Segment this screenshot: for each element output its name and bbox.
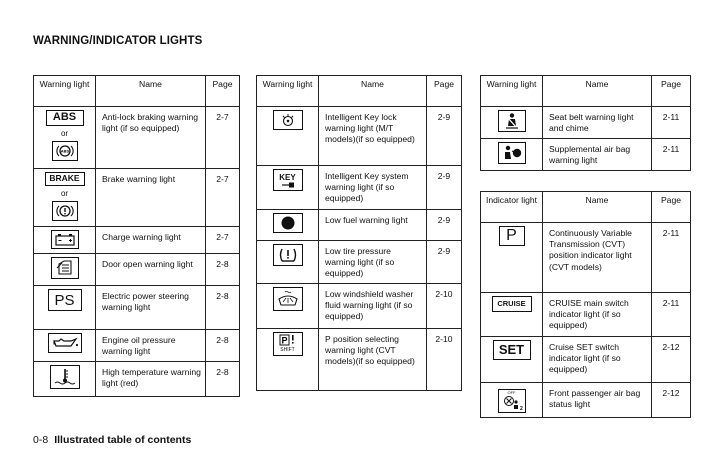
cruise-set-icon: SET <box>493 340 531 360</box>
warning-lights-table-3 <box>480 75 691 171</box>
row-page: 2-7 <box>206 169 240 227</box>
svg-text:P: P <box>280 335 288 346</box>
washer-fluid-icon <box>273 287 303 311</box>
svg-text:2: 2 <box>519 406 523 411</box>
temperature-icon <box>50 365 80 389</box>
header-name: Name <box>543 76 652 107</box>
table-row <box>257 284 462 329</box>
warning-lights-table-2 <box>256 75 462 391</box>
page-title: WARNING/INDICATOR LIGHTS <box>33 35 203 47</box>
row-page: 2-11 <box>652 139 691 171</box>
row-name: CRUISE main switch indicator light (if so equipped) <box>543 293 652 337</box>
oil-can-icon <box>48 333 82 353</box>
table-header-row <box>257 76 462 107</box>
row-name: Charge warning light <box>96 227 206 254</box>
row-page: 2-7 <box>206 107 240 169</box>
fuel-icon <box>273 213 303 233</box>
row-page: 2-8 <box>206 330 240 362</box>
row-name: Intelligent Key lock warning light (M/T models)(if so equipped) <box>319 107 427 166</box>
row-page: 2-11 <box>652 107 691 139</box>
header-name: Name <box>543 192 652 223</box>
row-page: 2-8 <box>206 362 240 397</box>
battery-icon <box>51 230 79 249</box>
row-name: High temperature warning light (red) <box>96 362 206 397</box>
header-name: Name <box>319 76 427 107</box>
row-name: Brake warning light <box>96 169 206 227</box>
abs-icon: ABS <box>46 110 84 126</box>
table-row <box>34 227 240 254</box>
table-row <box>481 337 691 383</box>
footer-text: Illustrated table of contents <box>54 434 192 446</box>
row-name: Front passenger air bag status light <box>543 383 652 418</box>
table-row <box>481 293 691 337</box>
table-row <box>257 329 462 391</box>
table-header-row <box>34 76 240 107</box>
airbag-icon <box>498 142 526 164</box>
brake-circle-icon <box>52 201 78 221</box>
row-name: Low windshield washer fluid warning light (if so equipped) <box>319 284 427 329</box>
table-row <box>481 223 691 293</box>
table-row <box>257 241 462 284</box>
key-lock-icon <box>273 110 303 130</box>
key-system-icon <box>273 169 303 191</box>
row-name: Low fuel warning light <box>319 210 427 241</box>
header-warning-light: Warning light <box>34 76 96 107</box>
row-page: 2-8 <box>206 286 240 330</box>
header-page: Page <box>206 76 240 107</box>
power-steering-icon: PS <box>48 289 82 311</box>
table-row <box>34 362 240 397</box>
key-label: KEY <box>279 172 296 182</box>
row-page: 2-9 <box>427 107 462 166</box>
table-row <box>481 383 691 418</box>
or-label: or <box>60 129 69 138</box>
row-page: 2-9 <box>427 210 462 241</box>
row-page: 2-11 <box>652 293 691 337</box>
row-name: Cruise SET switch indicator light (if so equipped) <box>543 337 652 383</box>
header-warning-light: Warning light <box>481 76 543 107</box>
cruise-icon: CRUISE <box>492 296 532 312</box>
table-row <box>481 139 691 171</box>
cvt-position-icon: P <box>499 226 525 246</box>
table-row <box>257 107 462 166</box>
row-name: Low tire pressure warning light (if so equipped) <box>319 241 427 284</box>
table-row <box>34 330 240 362</box>
row-name: Supplemental air bag warning light <box>543 139 652 171</box>
page-number: 0-8 <box>33 434 49 446</box>
row-page: 2-7 <box>206 227 240 254</box>
airbag-off-label: OFF <box>507 390 516 395</box>
or-label: or <box>60 189 69 198</box>
row-page: 2-10 <box>427 284 462 329</box>
table-header-row <box>481 192 691 223</box>
shift-label: SHIFT <box>280 347 295 353</box>
header-warning-light: Warning light <box>257 76 319 107</box>
header-page: Page <box>427 76 462 107</box>
seat-belt-icon <box>498 110 526 132</box>
row-page: 2-9 <box>427 241 462 284</box>
row-name: Continuously Variable Transmission (CVT) position indicator light (CVT models) <box>543 223 652 293</box>
row-page: 2-10 <box>427 329 462 391</box>
row-name: Electric power steering warning light <box>96 286 206 330</box>
table-header-row <box>481 76 691 107</box>
header-indicator-light: Indicator light <box>481 192 543 223</box>
svg-text:ABS: ABS <box>60 148 69 154</box>
row-page: 2-12 <box>652 337 691 383</box>
passenger-airbag-status-icon <box>498 389 526 413</box>
row-page: 2-9 <box>427 166 462 210</box>
table-row <box>34 254 240 286</box>
door-open-icon <box>51 257 79 279</box>
table-row <box>257 166 462 210</box>
tire-pressure-icon <box>273 244 303 266</box>
row-name: Engine oil pressure warning light <box>96 330 206 362</box>
row-name: P position selecting warning light (CVT models)(if so equipped) <box>319 329 427 391</box>
row-name: Anti-lock braking warning light (if so equipped) <box>96 107 206 169</box>
table-row <box>257 210 462 241</box>
row-name: Door open warning light <box>96 254 206 286</box>
row-name: Seat belt warning light and chime <box>543 107 652 139</box>
row-name: Intelligent Key system warning light (if so equipped) <box>319 166 427 210</box>
header-page: Page <box>652 192 691 223</box>
page-footer <box>33 434 191 446</box>
row-page: 2-8 <box>206 254 240 286</box>
abs-circle-icon <box>52 141 78 161</box>
row-page: 2-11 <box>652 223 691 293</box>
warning-lights-table-1 <box>33 75 240 397</box>
table-row <box>34 286 240 330</box>
table-row <box>34 169 240 227</box>
row-page: 2-12 <box>652 383 691 418</box>
table-row <box>481 107 691 139</box>
header-page: Page <box>652 76 691 107</box>
header-name: Name <box>96 76 206 107</box>
table-row <box>34 107 240 169</box>
p-shift-icon <box>273 332 303 356</box>
indicator-lights-table <box>480 191 691 418</box>
brake-icon: BRAKE <box>45 172 85 186</box>
